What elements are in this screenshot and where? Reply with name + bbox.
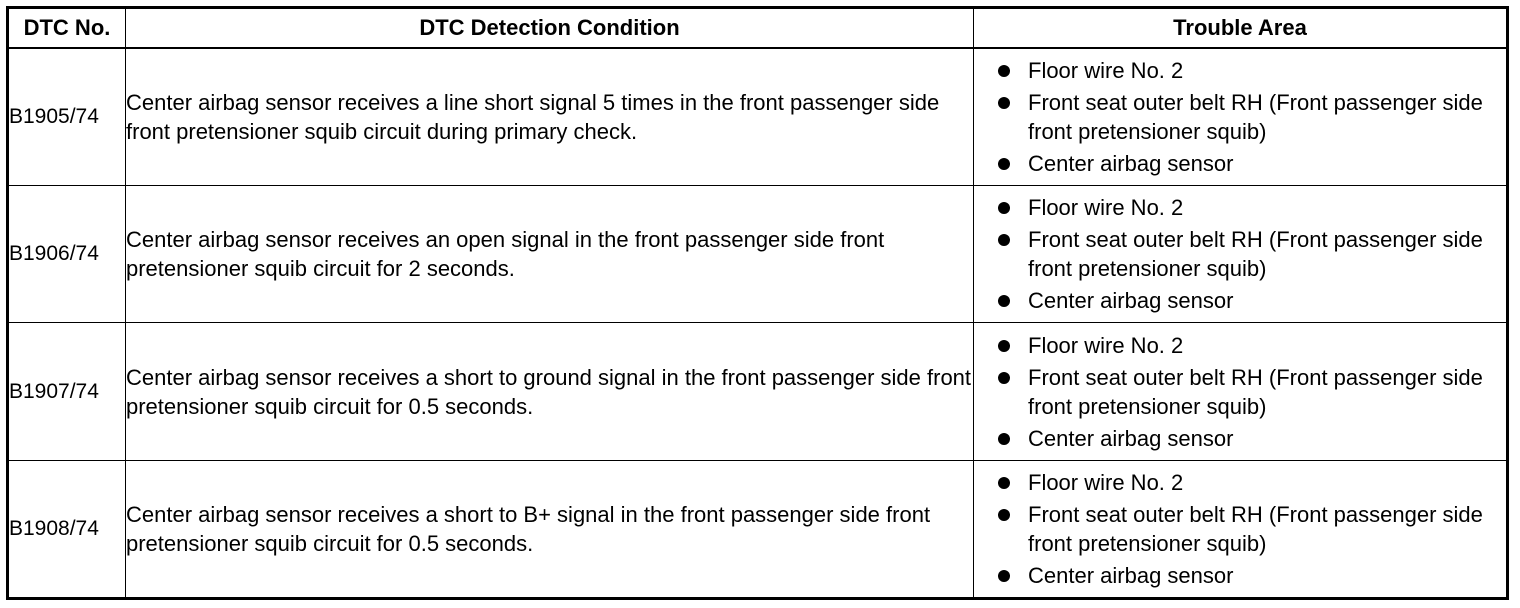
- list-item: [998, 500, 1506, 558]
- list-item: [998, 225, 1506, 283]
- table-row: [8, 460, 1508, 598]
- trouble-area-item: Front seat outer belt RH (Front passenger side front pretensioner squib): [1028, 501, 1483, 556]
- bullet-icon: [998, 202, 1010, 214]
- list-item: [998, 424, 1506, 453]
- header-trouble-area: Trouble Area: [974, 8, 1508, 49]
- trouble-area-item: Center airbag sensor: [1028, 562, 1234, 588]
- bullet-icon: [998, 65, 1010, 77]
- bullet-icon: [998, 372, 1010, 384]
- bullet-icon: [998, 433, 1010, 445]
- dtc-code: B1907/74: [8, 323, 126, 460]
- header-row: [8, 8, 1508, 49]
- table-row: [8, 186, 1508, 323]
- trouble-area-item: Center airbag sensor: [1028, 151, 1234, 177]
- trouble-area-list: [974, 193, 1506, 315]
- dtc-code: B1905/74: [8, 48, 126, 186]
- table-row: [8, 48, 1508, 186]
- trouble-area-item: Center airbag sensor: [1028, 288, 1234, 314]
- header-detection-condition: DTC Detection Condition: [126, 8, 974, 49]
- trouble-area-cell: [974, 186, 1508, 323]
- list-item: [998, 193, 1506, 222]
- trouble-area-item: Floor wire No. 2: [1028, 195, 1184, 221]
- list-item: [998, 286, 1506, 315]
- bullet-icon: [998, 158, 1010, 170]
- detection-condition: Center airbag sensor receives a short to B+ signal in the front passenger side front pretensioner squib circuit for 0.5 seconds.: [126, 460, 974, 598]
- dtc-code: B1908/74: [8, 460, 126, 598]
- detection-condition: Center airbag sensor receives a short to ground signal in the front passenger side front pretensioner squib circuit for 0.5 seconds.: [126, 323, 974, 460]
- trouble-area-item: Center airbag sensor: [1028, 425, 1234, 451]
- trouble-area-list: [974, 468, 1506, 590]
- trouble-area-item: Front seat outer belt RH (Front passenger side front pretensioner squib): [1028, 90, 1483, 145]
- trouble-area-item: Floor wire No. 2: [1028, 332, 1184, 358]
- trouble-area-item: Floor wire No. 2: [1028, 469, 1184, 495]
- trouble-area-cell: [974, 460, 1508, 598]
- dtc-code: B1906/74: [8, 186, 126, 323]
- list-item: [998, 363, 1506, 421]
- list-item: [998, 561, 1506, 590]
- trouble-area-item: Front seat outer belt RH (Front passenger side front pretensioner squib): [1028, 364, 1483, 419]
- list-item: [998, 56, 1506, 85]
- trouble-area-list: [974, 331, 1506, 453]
- list-item: [998, 149, 1506, 178]
- trouble-area-cell: [974, 48, 1508, 186]
- trouble-area-item: Front seat outer belt RH (Front passenger side front pretensioner squib): [1028, 227, 1483, 282]
- table-row: [8, 323, 1508, 460]
- bullet-icon: [998, 234, 1010, 246]
- list-item: [998, 88, 1506, 146]
- bullet-icon: [998, 97, 1010, 109]
- bullet-icon: [998, 295, 1010, 307]
- bullet-icon: [998, 509, 1010, 521]
- detection-condition: Center airbag sensor receives a line short signal 5 times in the front passenger side front pretensioner squib circuit during primary check.: [126, 48, 974, 186]
- list-item: [998, 468, 1506, 497]
- trouble-area-cell: [974, 323, 1508, 460]
- list-item: [998, 331, 1506, 360]
- bullet-icon: [998, 477, 1010, 489]
- detection-condition: Center airbag sensor receives an open signal in the front passenger side front pretensioner squib circuit for 2 seconds.: [126, 186, 974, 323]
- trouble-area-list: [974, 56, 1506, 178]
- bullet-icon: [998, 570, 1010, 582]
- bullet-icon: [998, 340, 1010, 352]
- trouble-area-item: Floor wire No. 2: [1028, 58, 1184, 84]
- dtc-table: [6, 6, 1509, 600]
- header-dtc-no: DTC No.: [8, 8, 126, 49]
